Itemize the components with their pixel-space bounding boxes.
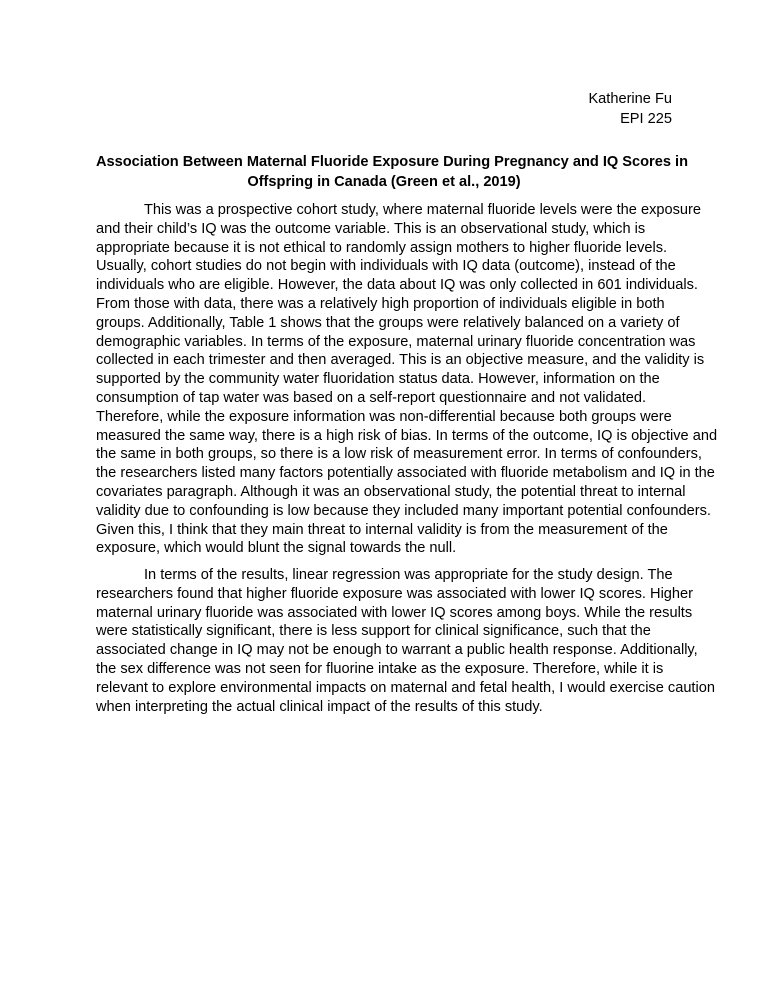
- paragraph-design: [96, 201, 718, 558]
- paragraph-line: measured the same way, there is a high risk of bias. In terms of the outcome, IQ is objective and: [96, 427, 718, 444]
- course-code: EPI 225: [620, 111, 672, 127]
- paragraph-line: the sex difference was not seen for fluorine intake as the exposure. Therefore, while it is: [96, 660, 664, 677]
- paragraph-line: Given this, I think that they main threat to internal validity is from the measurement of the: [96, 521, 668, 538]
- paragraph-line: covariates paragraph. Although it was an observational study, the potential threat to internal: [96, 483, 686, 500]
- paragraph-line: associated change in IQ may not be enough to warrant a public health response. Additionally,: [96, 642, 698, 659]
- paragraph-line: groups. Additionally, Table 1 shows that the groups were relatively balanced on a variety of: [96, 314, 680, 331]
- paragraph-line: and their child’s IQ was the outcome variable. This is an observational study, which is: [96, 220, 646, 237]
- paragraph-line: were statistically significant, there is less support for clinical significance, such that the: [96, 623, 651, 640]
- paragraph-line: This was a prospective cohort study, where maternal fluoride levels were the exposure: [144, 202, 701, 218]
- paragraph-line: the researchers listed many factors potentially associated with fluoride metabolism and IQ in the: [96, 465, 715, 482]
- paragraph-line: exposure, which would blunt the signal towards the null.: [96, 540, 457, 557]
- paragraph-line: supported by the community water fluoridation status data. However, information on the: [96, 371, 660, 388]
- author-name: Katherine Fu: [588, 91, 672, 107]
- paragraph-results: [96, 566, 715, 716]
- document-title: [96, 152, 688, 192]
- title-line: Association Between Maternal Fluoride Exposure During Pregnancy and IQ Scores in: [96, 154, 688, 170]
- paragraph-line: Therefore, while the exposure information was non-differential because both groups were: [96, 408, 672, 425]
- paragraph-line: appropriate because it is not ethical to randomly assign mothers to higher fluoride levels.: [96, 239, 668, 256]
- paragraph-line: maternal urinary fluoride was associated with lower IQ scores among boys. While the results: [96, 604, 693, 621]
- paragraph-line: From those with data, there was a relatively high proportion of individuals eligible in both: [96, 295, 665, 312]
- paragraph-line: validity due to confounding is low because they included many important potential confounders.: [96, 502, 711, 519]
- paragraph-line: Usually, cohort studies do not begin with individuals with IQ data (outcome), instead of the: [96, 258, 676, 275]
- paragraph-line: individuals who are eligible. However, the data about IQ was only collected in 601 individuals.: [96, 277, 698, 294]
- paragraph-line: when interpreting the actual clinical impact of the results of this study.: [96, 698, 543, 715]
- paragraph-line: In terms of the results, linear regression was appropriate for the study design. The: [144, 567, 673, 583]
- paragraph-line: relevant to explore environmental impacts on maternal and fetal health, I would exercise caution: [96, 679, 715, 696]
- title-line: Offspring in Canada (Green et al., 2019): [247, 174, 521, 190]
- paragraph-line: researchers found that higher fluoride exposure was associated with lower IQ scores. Higher: [96, 585, 694, 602]
- paragraph-line: the same in both groups, so there is a low risk of measurement error. In terms of confounders,: [96, 446, 702, 463]
- paragraph-line: demographic variables. In terms of the exposure, maternal urinary fluoride concentration was: [96, 333, 696, 350]
- paragraph-line: collected in each trimester and then averaged. This is an objective measure, and the validity is: [96, 352, 705, 369]
- paragraph-line: consumption of tap water was based on a self-report questionnaire and not validated.: [96, 389, 647, 406]
